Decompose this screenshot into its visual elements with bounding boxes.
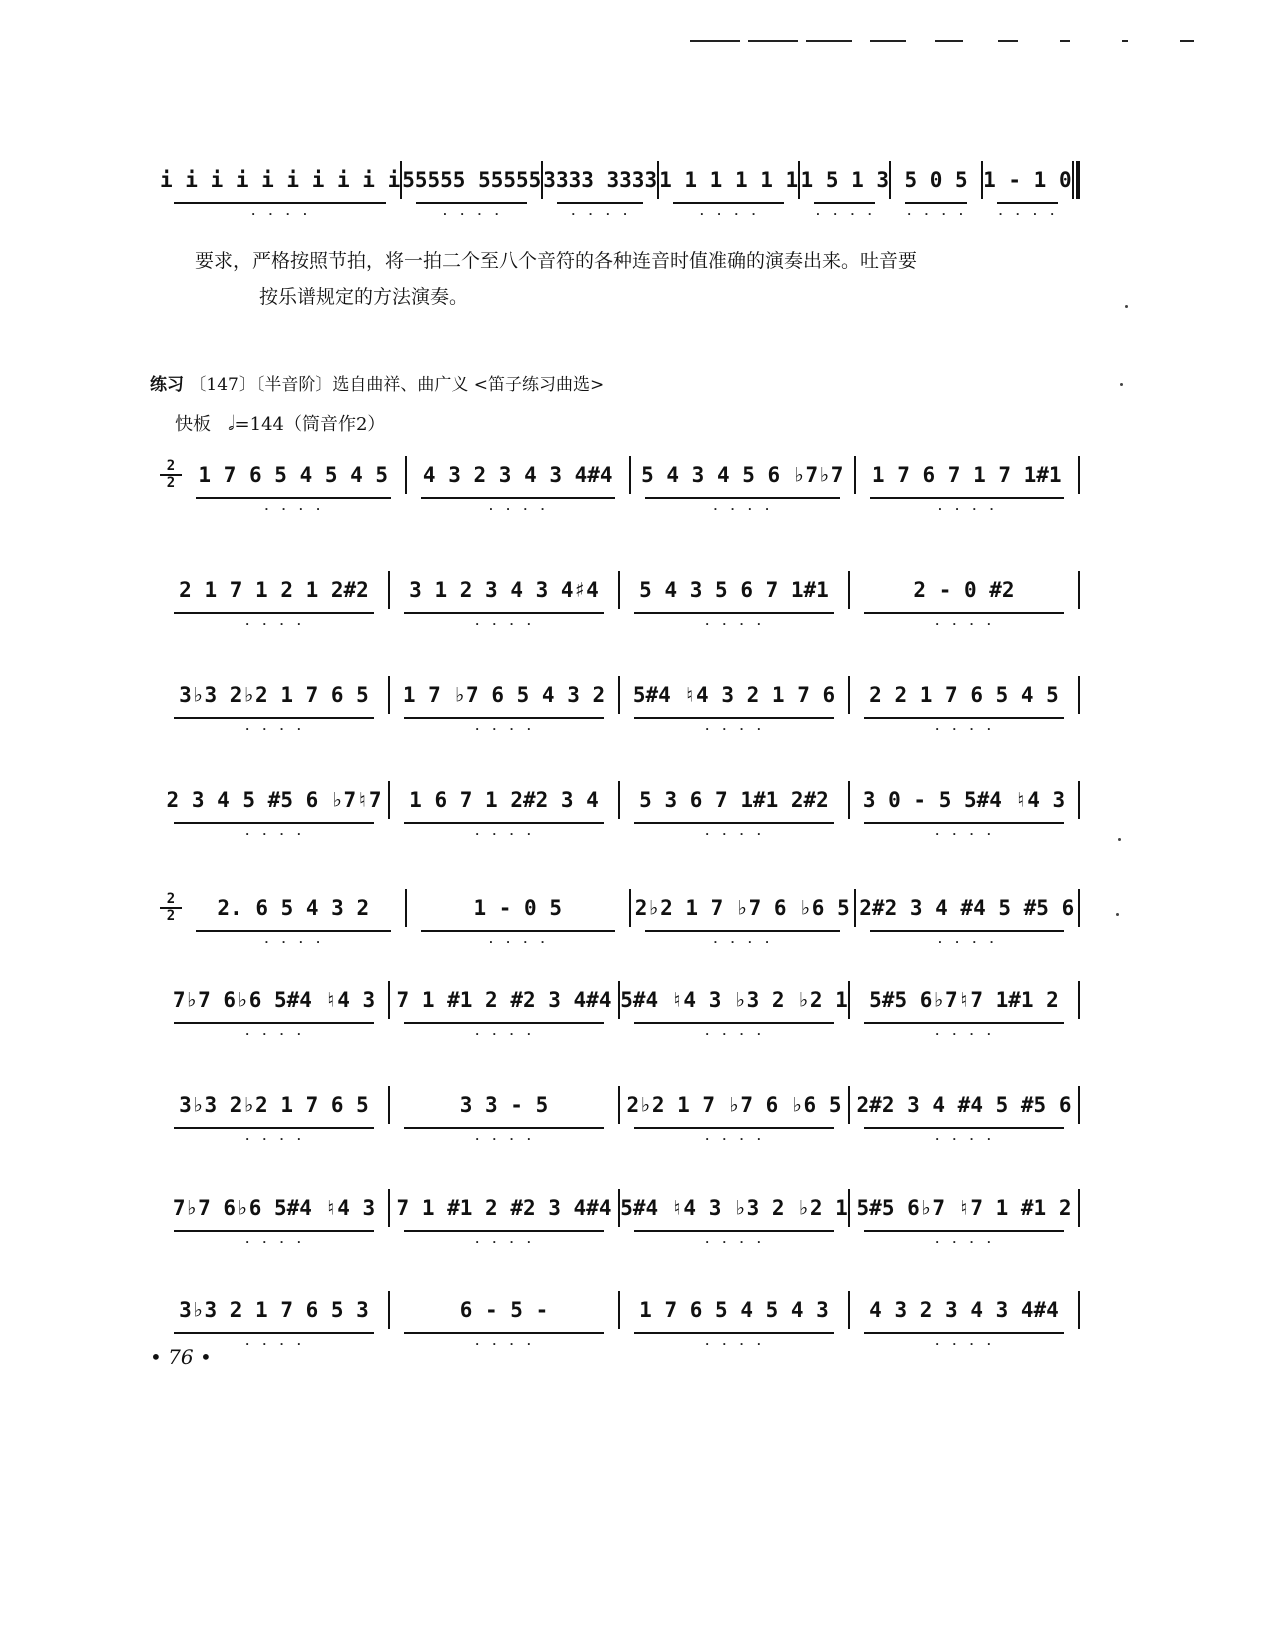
measure: 5 0 5 · · [891,168,980,192]
measure: 1 6 7 1 2#2 3 4 · · [390,788,618,812]
measure: 6 - 5 - · · [390,1298,618,1322]
measure: 1 7 6 5 4 5 4 5 · · [182,463,405,487]
requirement-text [195,243,1055,315]
measure: 5 4 3 4 5 6 ♭7♭7 · · [631,463,854,487]
exercise-label: 练习 [150,375,184,395]
barline [1078,456,1080,494]
staff-row [160,1178,1080,1238]
measure: 5#4 ♮4 3 2 1 7 6 · · [620,683,848,707]
barline [1078,1086,1080,1124]
tempo-word: 快板 [175,414,211,435]
measure: 2♭2 1 7 ♭7 6 ♭6 5 · · [620,1093,848,1117]
barline [1078,1291,1080,1329]
final-barline [1072,161,1080,199]
measure: 2. 6 5 4 3 2 · · [182,896,405,920]
tempo-marking [175,410,385,436]
measure: 1 - 1 0 · · [983,168,1072,192]
barline [1078,981,1080,1019]
scan-speck [1125,305,1128,308]
barline [1078,571,1080,609]
tempo-value: =144（筒音作2） [234,414,386,435]
measure: 5#4 ♮4 3 ♭3 2 ♭2 1 · · [620,1196,848,1220]
staff-row [160,445,1080,505]
measure: 7 1 #1 2 #2 3 4#4 · · [390,988,618,1012]
measure: 5#4 ♮4 3 ♭3 2 ♭2 1 · · [620,988,848,1012]
measure: 1 - 0 5 · · [407,896,630,920]
staff-row [160,770,1080,830]
measure: 1 7 ♭7 6 5 4 3 2 · · [390,683,618,707]
page-number: • 76 • [150,1345,212,1369]
staff-row [160,1280,1080,1340]
barline [1078,889,1080,927]
measure: 3333 3333 · · [543,168,657,192]
measure: 3 1 2 3 4 3 4♯4 · · [390,578,618,602]
time-signature [160,459,182,491]
barline [1078,1189,1080,1227]
score-top-row [160,150,1080,210]
staff-row [160,970,1080,1030]
measure: 2 - 0 #2 · · [850,578,1078,602]
measure: 2#2 3 4 #4 5 #5 6 · · [856,896,1079,920]
top-dash-rule [690,40,1210,42]
measure: 55555 55555 · · [402,168,541,192]
measure: 1 1 1 1 1 1 · · [659,168,798,192]
measure: 2 1 7 1 2 1 2#2 · · [160,578,388,602]
measure: 7♭7 6♭6 5#4 ♮4 3 · · [160,1196,388,1220]
measure: 1 5 1 3 · · [800,168,889,192]
measure: 3 0 - 5 5#4 ♮4 3 · · [850,788,1078,812]
time-signature-digit: 2 [166,475,176,491]
barline [1078,676,1080,714]
measure: 5#5 6♭7♮7 1#1 2 · · [850,988,1078,1012]
measure: 2 3 4 5 #5 6 ♭7♮7 · · [160,788,388,812]
staff-row [160,878,1080,938]
time-signature-digit: 2 [160,459,182,476]
exercise-source: 〔147〕〔半音阶〕选自曲祥、曲广义 <笛子练习曲选> [189,375,605,395]
time-signature [160,892,182,924]
measure: 3♭3 2♭2 1 7 6 5 · · [160,683,388,707]
measure: 5#5 6♭7 ♮7 1 #1 2 · · [850,1196,1078,1220]
staff-row [160,1075,1080,1135]
measure: 2#2 3 4 #4 5 #5 6 · · [850,1093,1078,1117]
measure: 5 4 3 5 6 7 1#1 · · [620,578,848,602]
measure: i i i i i i i i i i · · [160,168,400,192]
measure: 5 3 6 7 1#1 2#2 · · [620,788,848,812]
measure: 2♭2 1 7 ♭7 6 ♭6 5 · · [631,896,854,920]
barline [1078,781,1080,819]
requirement-line-2: 按乐谱规定的方法演奏。 [259,286,469,308]
measure: 7♭7 6♭6 5#4 ♮4 3 · · [160,988,388,1012]
measure: 4 3 2 3 4 3 4#4 · · [850,1298,1078,1322]
measure: 1 7 6 5 4 5 4 3 · · [620,1298,848,1322]
half-note-icon: 𝅗𝅥 [228,411,235,435]
scan-speck [1120,383,1123,386]
measure: 7 1 #1 2 #2 3 4#4 · · [390,1196,618,1220]
measure: 2 2 1 7 6 5 4 5 · · [850,683,1078,707]
staff-row [160,665,1080,725]
time-signature-digit: 2 [160,892,182,909]
measure: 3 3 - 5 · · [390,1093,618,1117]
exercise-title [150,370,604,395]
scan-speck [1118,838,1121,841]
measure: 1 7 6 7 1 7 1#1 · · [856,463,1079,487]
staff-row [160,560,1080,620]
measure: 4 3 2 3 4 3 4#4 · · [407,463,630,487]
measure: 3♭3 2♭2 1 7 6 5 · · [160,1093,388,1117]
requirement-line-1: 要求，严格按照节拍，将一拍二个至八个音符的各种连音时值准确的演奏出来。吐音要 [195,250,918,272]
measure: 3♭3 2 1 7 6 5 3 · · [160,1298,388,1322]
scan-speck [1116,913,1119,916]
time-signature-digit: 2 [166,908,176,924]
